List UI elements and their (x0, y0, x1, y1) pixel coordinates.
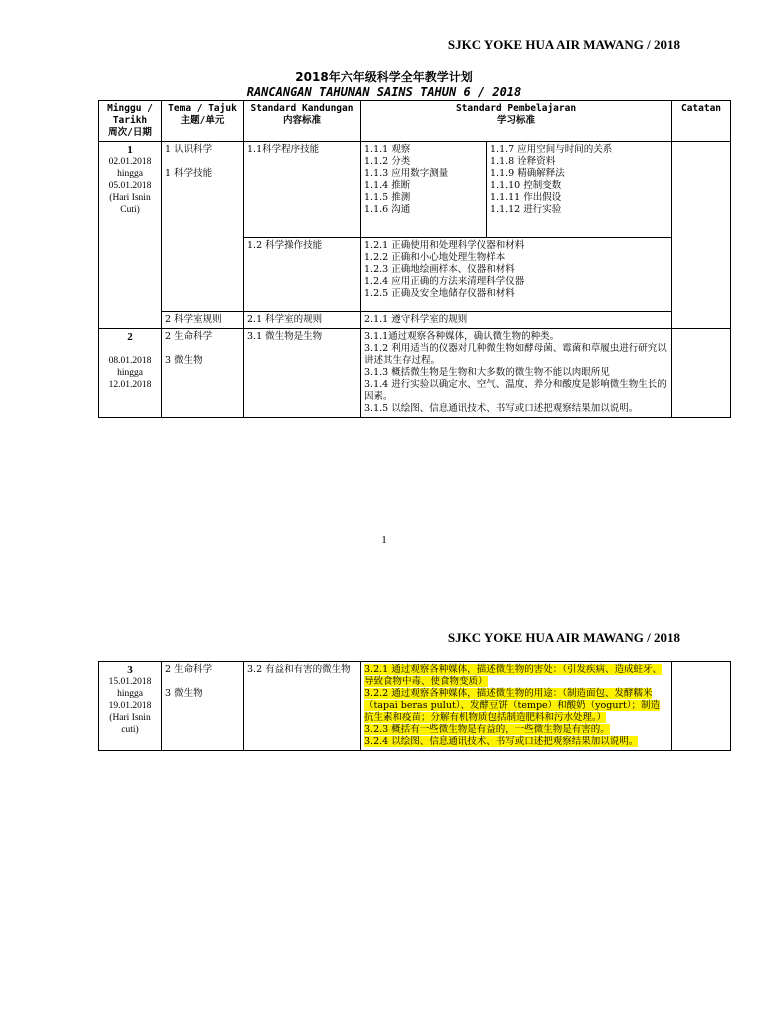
document-title (98, 70, 670, 100)
sp-cell-1-2: 1.2.1 正确使用和处理科学仪器和材料 1.2.2 正确和小心地处理生物样本 1.2.3 正确地绘画样本、仪器和材料 1.2.4 应用正确的方法来清理科学仪器 1.2.5 正确及安全地储存仪器和材料 (361, 238, 672, 312)
sk-cell-week2: 3.1 微生物是生物 (244, 329, 361, 418)
table-row (99, 662, 731, 751)
page-number: 1 (381, 534, 387, 546)
title-chinese: 2018年六年级科学全年教学计划 (295, 70, 473, 84)
col-header-sk: Standard Kandungan 内容标准 (244, 101, 361, 142)
sk-cell-2-1: 2.1 科学室的规则 (244, 312, 361, 329)
sp-cell-week2: 3.1.1通过观察各种媒体，确认微生物的种类。 3.1.2 利用适当的仪器对几种微生物如酵母菌、霉菌和草履虫进行研究以讲述其生存过程。 3.1.3 概括微生物是生物和大多数的微生物不能以肉眼所见 3.1.4 进行实验以确定水、空气、温度、养分和酸度是影响微生物生长的因素。 3.1.5 以绘图、信息通讯技术、书写或口述把观察结果加以说明。 (361, 329, 672, 418)
sp-3-2-2: 3.2.2 通过观察各种媒体，描述微生物的用途：（制造面包、发酵糯米（tapai beras pulut）、发酵豆饼（tempe）和酸奶（yogurt）；制造抗生素和疫苗；分解有机物质包括制造肥料和污水处理。） (364, 688, 661, 723)
sk-cell-week3: 3.2 有益和有害的微生物 (244, 662, 361, 751)
sk-cell-1-1: 1.1科学程序技能 (244, 142, 361, 238)
plan-table-page2 (98, 661, 731, 751)
col-header-minggu: Minggu / Tarikh 周次/日期 (99, 101, 162, 142)
school-header-page2: SJKC YOKE HUA AIR MAWANG / 2018 (447, 630, 680, 645)
title-malay: RANCANGAN TAHUNAN SAINS TAHUN 6 / 2018 (246, 85, 522, 99)
table-row (99, 312, 731, 329)
table-header-row (99, 101, 731, 142)
col-header-sp: Standard Pembelajaran 学习标准 (361, 101, 672, 142)
sp-3-2-4: 3.2.4 以绘图、信息通讯技术、书写或口述把观察结果加以说明。 (364, 736, 639, 747)
col-header-tema: Tema / Tajuk 主题/单元 (162, 101, 244, 142)
tema-cell-week1-lab: 2 科学室规则 (162, 312, 244, 329)
sp-cell-1-1b: 1.1.7 应用空间与时间的关系 1.1.8 诠释资料 1.1.9 精确解释法 1.1.10 控制变数 1.1.11 作出假设 1.1.12 进行实验 (487, 142, 672, 238)
sp-cell-week3 (361, 662, 672, 751)
tema-cell-week2: 2 生命科学 3 微生物 (162, 329, 244, 418)
plan-table-page1 (98, 100, 731, 418)
tema-cell-week3: 2 生命科学 3 微生物 (162, 662, 244, 751)
table-row (99, 142, 731, 238)
sp-3-2-3: 3.2.3 概括有一些微生物是有益的，一些微生物是有害的。 (364, 724, 610, 735)
catatan-cell-week1 (672, 142, 731, 329)
tema-cell-week1: 1 认识科学 1 科学技能 (162, 142, 244, 312)
catatan-cell-week3 (672, 662, 731, 751)
week-cell-1: 1 02.01.2018 hingga 05.01.2018 (Hari Isnin Cuti) (99, 142, 162, 329)
table-row (99, 329, 731, 418)
col-header-catatan: Catatan (672, 101, 731, 142)
sp-cell-1-1a: 1.1.1 观察 1.1.2 分类 1.1.3 应用数字测量 1.1.4 推断 1.1.5 推测 1.1.6 沟通 (361, 142, 487, 238)
sp-3-2-1: 3.2.1 通过观察各种媒体，描述微生物的害处：（引发疾病、造成蛀牙、导致食物中毒、使食物变质） (364, 664, 662, 687)
catatan-cell-week2 (672, 329, 731, 418)
week-cell-2: 2 08.01.2018 hingga 12.01.2018 (99, 329, 162, 418)
sk-cell-1-2: 1.2 科学操作技能 (244, 238, 361, 312)
school-header: SJKC YOKE HUA AIR MAWANG / 2018 (447, 37, 680, 52)
week-cell-3: 3 15.01.2018 hingga 19.01.2018 (Hari Isnin cuti) (99, 662, 162, 751)
sp-cell-2-1: 2.1.1 遵守科学室的规则 (361, 312, 672, 329)
